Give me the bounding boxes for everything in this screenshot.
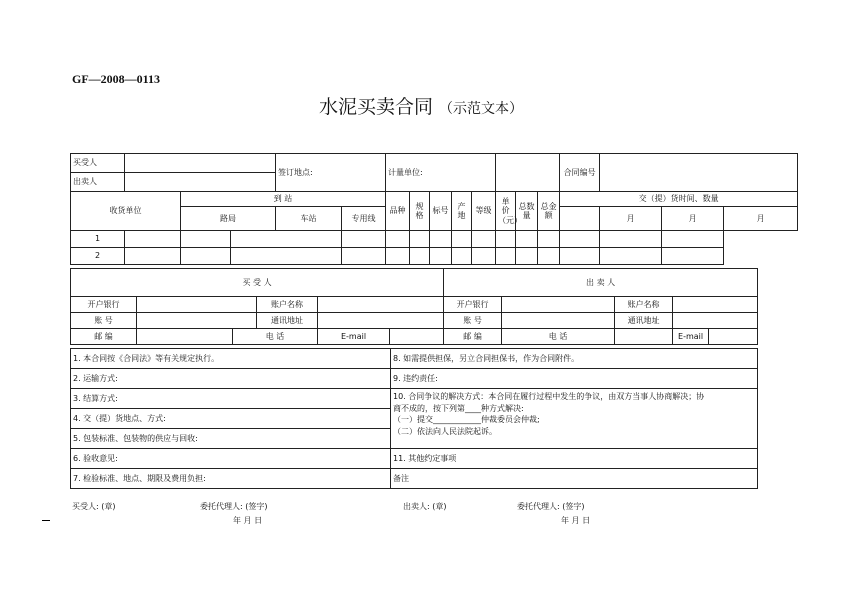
term-2[interactable]: 2. 运输方式:: [71, 369, 391, 389]
page-title: [0, 92, 842, 119]
title-subtitle: （示范文本）: [439, 101, 524, 117]
contract-header-table: [70, 153, 798, 265]
seller-address-label: 通讯地址: [615, 313, 673, 329]
term-8: 8. 如需提供担保，另立合同担保书，作为合同附件。: [391, 349, 758, 369]
note[interactable]: 备注: [391, 469, 758, 489]
month-col-2: 月: [662, 207, 724, 231]
seller-acct-name-label: 账户名称: [615, 297, 673, 313]
term-6[interactable]: 6. 验收意见:: [71, 449, 391, 469]
buyer-acct-name-label: 账户名称: [257, 297, 318, 313]
total-qty-col: 总数量: [516, 192, 538, 231]
contract-no-field[interactable]: [600, 154, 798, 192]
month-col-3: 月: [724, 207, 798, 231]
buyer-email-field[interactable]: [390, 329, 444, 345]
buyer-bank-field[interactable]: [137, 297, 257, 313]
seller-acct-no-label: 账 号: [444, 313, 502, 329]
label-col: 标号: [430, 192, 452, 231]
row-number: 1: [71, 231, 125, 248]
seller-email-label: E-mail: [673, 329, 709, 345]
buyer-address-field[interactable]: [318, 313, 444, 329]
term-10[interactable]: [391, 389, 758, 449]
term-3[interactable]: 3. 结算方式:: [71, 389, 391, 409]
spec-col: 规格: [410, 192, 430, 231]
buyer-phone-label: 电 话: [233, 329, 318, 345]
buyer-bank-label: 开户银行: [71, 297, 137, 313]
seller-zip-label: 邮 编: [444, 329, 502, 345]
seller-section-title: 出 卖 人: [444, 269, 758, 297]
term-4[interactable]: 4. 交（提）货地点、方式:: [71, 409, 391, 429]
term-7[interactable]: 7. 检验标准、地点、期限及费用负担:: [71, 469, 391, 489]
term-11[interactable]: 11. 其他约定事项: [391, 449, 758, 469]
buyer-zip-field[interactable]: [137, 329, 233, 345]
term-10-line2: 商不成的，按下列第____种方式解决:: [393, 403, 524, 413]
sign-place-label: 签订地点:: [276, 154, 386, 192]
road-col: 路局: [181, 207, 276, 231]
term-10-line1: 10. 合同争议的解决方式：本合同在履行过程中发生的争议，由双方当事人协商解决；协: [393, 392, 705, 401]
buyer-field[interactable]: [125, 154, 276, 173]
month-col-1: 月: [600, 207, 662, 231]
seller-field[interactable]: [125, 173, 276, 192]
variety-col: 品种: [386, 192, 410, 231]
parties-table: [70, 268, 758, 345]
buyer-acct-no-field[interactable]: [137, 313, 257, 329]
measure-unit-label: 计量单位:: [386, 154, 496, 192]
term-9[interactable]: 9. 违约责任:: [391, 369, 758, 389]
seller-address-field[interactable]: [673, 313, 758, 329]
arrive-col: 到 站: [181, 192, 386, 207]
buyer-zip-label: 邮 编: [71, 329, 137, 345]
buyer-date[interactable]: 年 月 日: [233, 516, 263, 525]
table-row: [71, 231, 798, 248]
row-number: 2: [71, 248, 125, 265]
seller-acct-no-field[interactable]: [502, 313, 615, 329]
total-amt-col: 总金额: [538, 192, 560, 231]
buyer-signature[interactable]: 买受人: (章): [72, 502, 116, 511]
buyer-acct-no-label: 账 号: [71, 313, 137, 329]
price-col: 单价（元）: [496, 192, 516, 231]
margin-mark: [42, 520, 50, 521]
term-10-option1: （一）提交____________仲裁委员会仲裁;: [393, 415, 540, 425]
terms-table: [70, 348, 758, 489]
buyer-section-title: 买 受 人: [71, 269, 444, 297]
seller-acct-name-field[interactable]: [673, 297, 758, 313]
seller-label: 出卖人: [71, 173, 125, 192]
buyer-address-label: 通讯地址: [257, 313, 318, 329]
origin-col: 产地: [452, 192, 472, 231]
seller-bank-label: 开户银行: [444, 297, 502, 313]
term-5[interactable]: 5. 包装标准、包装物的供应与回收:: [71, 429, 391, 449]
delivery-col: 交（提）货时间、数量: [560, 192, 798, 207]
seller-phone-label: 电 话: [502, 329, 615, 345]
buyer-label: 买受人: [71, 154, 125, 173]
grade-col: 等级: [472, 192, 496, 231]
receiver-col: 收货单位: [71, 192, 181, 231]
buyer-agent-signature[interactable]: 委托代理人: (签字): [200, 502, 268, 511]
table-row: [71, 248, 798, 265]
term-1: 1. 本合同按《合同法》等有关规定执行。: [71, 349, 391, 369]
buyer-email-label: E-mail: [318, 329, 390, 345]
seller-phone-field[interactable]: [615, 329, 673, 345]
buyer-acct-name-field[interactable]: [318, 297, 444, 313]
seller-email-field[interactable]: [709, 329, 758, 345]
seller-signature[interactable]: 出卖人: (章): [403, 502, 447, 511]
title-main: 水泥买卖合同: [318, 96, 433, 118]
contract-no-label: 合同编号: [560, 154, 600, 192]
form-code: GF—2008—0113: [72, 72, 161, 86]
seller-date[interactable]: 年 月 日: [561, 516, 591, 525]
seller-agent-signature[interactable]: 委托代理人: (签字): [517, 502, 585, 511]
term-10-option2: （二）依法向人民法院起诉。: [393, 426, 497, 436]
seller-bank-field[interactable]: [502, 297, 615, 313]
station-col: 车站: [276, 207, 342, 231]
line-col: 专用线: [342, 207, 386, 231]
